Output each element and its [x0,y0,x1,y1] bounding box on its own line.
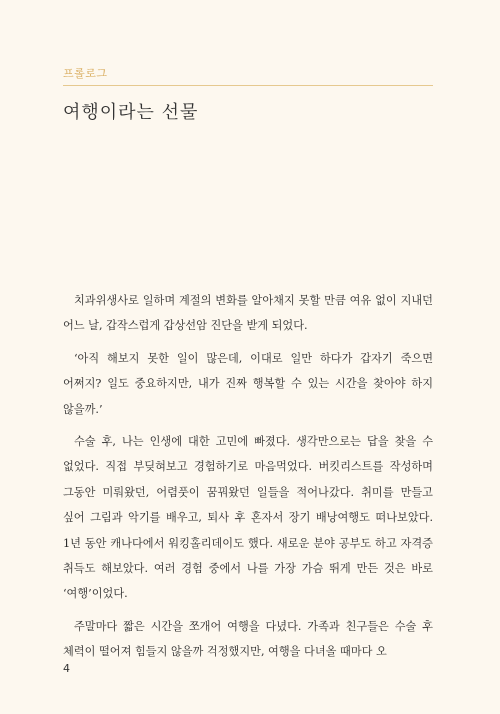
paragraph: 주말마다 짧은 시간을 쪼개어 여행을 다녔다. 가족과 친구들은 수술 후 체력이 떨어져 힘들지 않을까 걱정했지만, 여행을 다녀올 때마다 오 [63,619,433,659]
chapter-title: 여행이라는 선물 [63,102,199,123]
header-divider [63,85,433,86]
section-label: 프롤로그 [63,67,108,80]
page-number: 4 [63,662,70,675]
paragraph: ‘아직 해보지 못한 일이 많은데, 이대로 일만 하다가 갑자기 죽으면 어쩌지? 일도 중요하지만, 내가 진짜 행복할 수 있는 시간을 찾아야 하지 않을까.’ [63,351,433,416]
paragraph: 수술 후, 나는 인생에 대한 고민에 빠졌다. 생각만으로는 답을 찾을 수 없었다. 직접 부딪혀보고 경험하기로 마음먹었다. 버킷리스트를 작성하며 그동안 미뤄왔던, 어렴풋이 꿈꿔왔던 일들을 적어나갔다. 취미를 만들고 싶어 그림과 악기를 배우고, 퇴사 후 혼자서 장기 배낭여행도 떠나보았다. 1년 동안 캐나다에서 워킹홀리데이도 했다. 새로운 분야 공부도 하고 자격증 취득도 해보았다. 여러 경험 중에서 나를 가장 가슴 뛰게 만든 것은 바로 ‘여행’이었다. [63,435,433,601]
body-text [63,288,433,672]
paragraph: 치과위생사로 일하며 계절의 변화를 알아채지 못할 만큼 여유 없이 지내던 어느 날, 갑작스럽게 갑상선암 진단을 받게 되었다. [63,294,433,333]
